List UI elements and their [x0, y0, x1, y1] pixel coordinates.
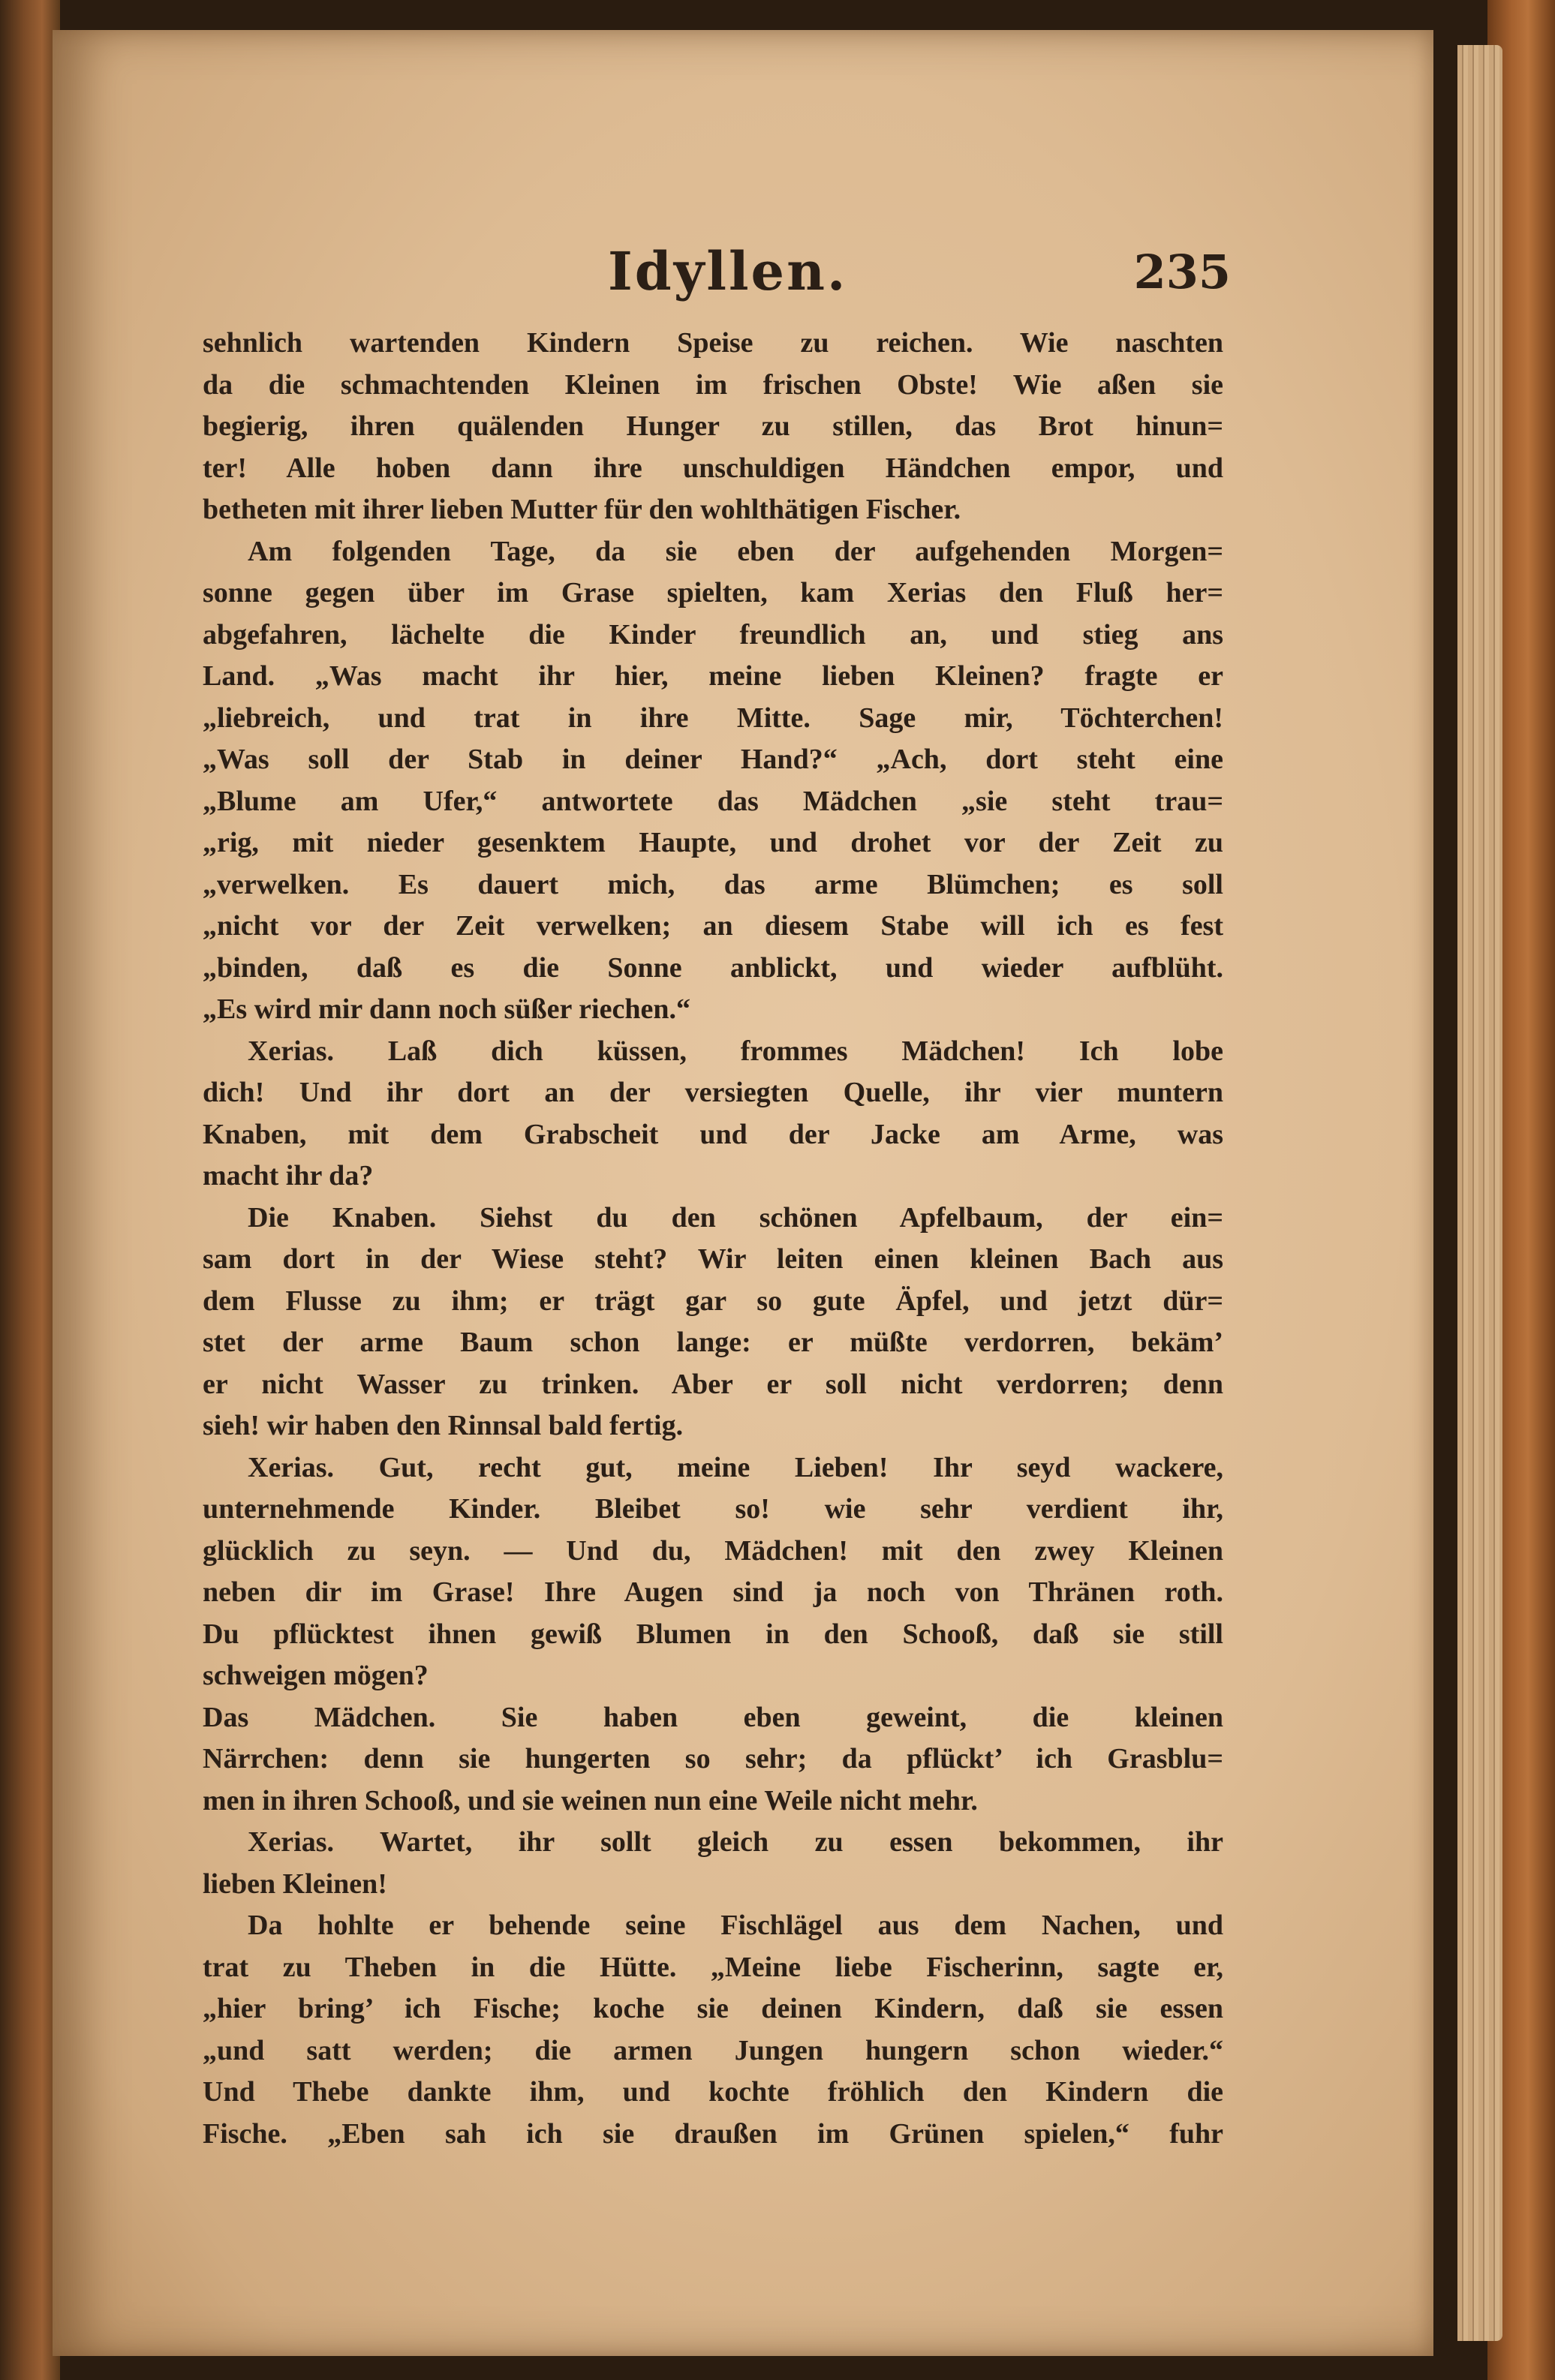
text-line: „Was soll der Stab in deiner Hand?“ „Ach, dort steht eine [203, 744, 1223, 775]
text-line: sonne gegen über im Grase spielten, kam Xerias den Fluß her= [203, 577, 1223, 609]
text-line: abgefahren, lächelte die Kinder freundlich an, und stieg ans [203, 618, 1223, 651]
text-line: begierig, ihren quälenden Hunger zu stillen, das Brot hinun= [203, 410, 1223, 442]
text-line: Xerias. Wartet, ihr sollt gleich zu essen bekommen, ihr [248, 1826, 1223, 1858]
text-line: dich! Und ihr dort an der versiegten Quelle, ihr vier muntern [203, 1077, 1223, 1108]
text-line: macht ihr da? [203, 1160, 374, 1192]
text-line: „rig, mit nieder gesenktem Haupte, und drohet vor der Zeit zu [203, 827, 1223, 858]
text-line: glücklich zu seyn. — Und du, Mädchen! mit den zwey Kleinen [203, 1534, 1223, 1567]
text-block [203, 218, 1231, 2155]
text-line: „Blume am Ufer,“ antwortete das Mädchen „sie steht trau= [203, 785, 1223, 817]
text-line: „verwelken. Es dauert mich, das arme Blümchen; es soll [203, 868, 1223, 900]
text-line: lieben Kleinen! [203, 1868, 387, 1900]
page-header [203, 218, 1231, 323]
book-page [53, 30, 1433, 2356]
text-line: trat zu Theben in die Hütte. „Meine liebe Fischerinn, sagte er, [203, 1951, 1223, 1983]
text-line: Xerias. Gut, recht gut, meine Lieben! Ihr seyd wackere, [248, 1451, 1223, 1483]
text-line: men in ihren Schooß, und sie weinen nun eine Weile nicht mehr. [203, 1784, 978, 1817]
text-line: Fische. „Eben sah ich sie draußen im Grünen spielen,“ fuhr [203, 2117, 1223, 2150]
text-line: sehnlich wartenden Kindern Speise zu reichen. Wie naschten [203, 327, 1223, 359]
text-line: da die schmachtenden Kleinen im frischen Obste! Wie aßen sie [203, 368, 1223, 401]
book-cover-left [0, 0, 60, 2380]
text-line: „und satt werden; die armen Jungen hungern schon wieder.“ [203, 2034, 1223, 2066]
text-line: unternehmende Kinder. Bleibet so! wie sehr verdient ihr, [203, 1493, 1223, 1525]
text-line: neben dir im Grase! Ihre Augen sind ja noch von Thränen roth. [203, 1576, 1223, 1608]
text-line: schweigen mögen? [203, 1660, 429, 1691]
text-line: stet der arme Baum schon lange: er müßte verdorren, bekäm’ [203, 1327, 1223, 1358]
text-line: Da hohlte er behende seine Fischlägel aus dem Nachen, und [248, 1910, 1223, 1941]
text-line: „hier bring’ ich Fische; koche sie deinen Kindern, daß sie essen [203, 1993, 1223, 2024]
page-number: 235 [1133, 245, 1231, 299]
text-line: sieh! wir haben den Rinnsal bald fertig. [203, 1410, 684, 1441]
text-line: Du pflücktest ihnen gewiß Blumen in den Schooß, daß sie still [203, 1618, 1223, 1650]
text-line: „nicht vor der Zeit verwelken; an diesem Stabe will ich es fest [203, 910, 1223, 942]
text-line: betheten mit ihrer lieben Mutter für den wohlthätigen Fischer. [203, 494, 961, 525]
running-head: Idyllen. [608, 240, 848, 302]
page-edges [1457, 45, 1502, 2341]
text-line: Xerias. Laß dich küssen, frommes Mädchen! Ich lobe [248, 1035, 1223, 1067]
text-line: „Es wird mir dann noch süßer riechen.“ [203, 993, 690, 1025]
text-line: Die Knaben. Siehst du den schönen Apfelbaum, der ein= [248, 1201, 1223, 1234]
text-line: Am folgenden Tage, da sie eben der aufgehenden Morgen= [248, 535, 1223, 567]
text-line: Närrchen: denn sie hungerten so sehr; da pflückt’ ich Grasblu= [203, 1743, 1223, 1774]
text-line: er nicht Wasser zu trinken. Aber er soll nicht verdorren; denn [203, 1368, 1223, 1400]
text-line: ter! Alle hoben dann ihre unschuldigen Händchen empor, und [203, 452, 1223, 484]
text-line: Knaben, mit dem Grabscheit und der Jacke am Arme, was [203, 1118, 1223, 1150]
text-line: Das Mädchen. Sie haben eben geweint, die kleinen [203, 1701, 1223, 1733]
text-line: „liebreich, und trat in ihre Mitte. Sage mir, Töchterchen! [203, 702, 1223, 734]
body-text [203, 323, 1223, 2155]
text-line: „binden, daß es die Sonne anblickt, und wieder aufblüht. [203, 951, 1223, 984]
text-line: Und Thebe dankte ihm, und kochte fröhlich den Kindern die [203, 2076, 1223, 2108]
text-line: sam dort in der Wiese steht? Wir leiten einen kleinen Bach aus [203, 1243, 1223, 1275]
text-line: Land. „Was macht ihr hier, meine lieben Kleinen? fragte er [203, 660, 1223, 692]
text-line: dem Flusse zu ihm; er trägt gar so gute Äpfel, und jetzt dür= [203, 1285, 1223, 1317]
